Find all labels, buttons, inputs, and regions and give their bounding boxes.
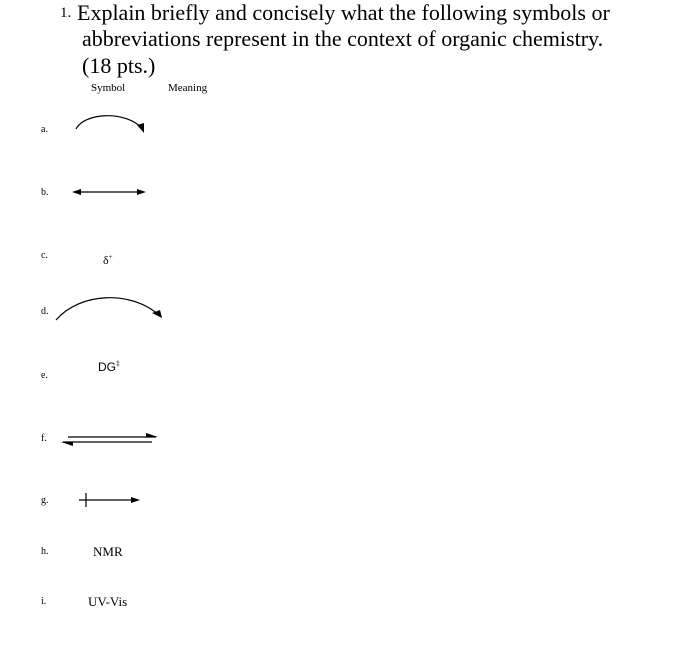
delta-g-double-dagger-symbol xyxy=(98,357,120,375)
curved-arrow-icon xyxy=(76,116,144,133)
row-label-g: g. xyxy=(41,495,49,506)
equilibrium-arrows-icon xyxy=(61,433,158,446)
row-label-b: b. xyxy=(41,187,49,198)
row-label-f: f. xyxy=(41,433,47,444)
row-label-e: e. xyxy=(41,370,48,381)
question-points: (18 pts.) xyxy=(82,53,156,78)
row-label-h: h. xyxy=(41,546,49,557)
column-header-meaning: Meaning xyxy=(168,82,208,94)
delta-plus-symbol xyxy=(103,250,113,268)
column-header-symbol: Symbol xyxy=(91,82,126,94)
plus-superscript: + xyxy=(108,253,113,261)
question-number: 1. xyxy=(60,5,72,21)
delta-symbol: δ xyxy=(103,253,109,267)
question-text-line-1: Explain briefly and concisely what the following symbols or xyxy=(77,0,610,25)
row-label-i: i. xyxy=(41,596,47,607)
question-text-line-2: abbreviations represent in the context of organic chemistry. xyxy=(82,26,604,51)
row-label-d: d. xyxy=(41,306,49,317)
crossed-arrow-icon xyxy=(79,493,140,507)
double-dagger-superscript: ‡ xyxy=(116,361,120,368)
row-label-a: a. xyxy=(41,124,48,135)
delta-g-text: DG xyxy=(98,360,116,374)
nmr-abbreviation: NMR xyxy=(93,544,123,559)
double-headed-arrow-icon xyxy=(72,189,146,195)
uv-vis-abbreviation: UV-Vis xyxy=(88,594,128,609)
row-label-c: c. xyxy=(41,250,48,261)
fishhook-arrow-icon xyxy=(56,298,162,320)
